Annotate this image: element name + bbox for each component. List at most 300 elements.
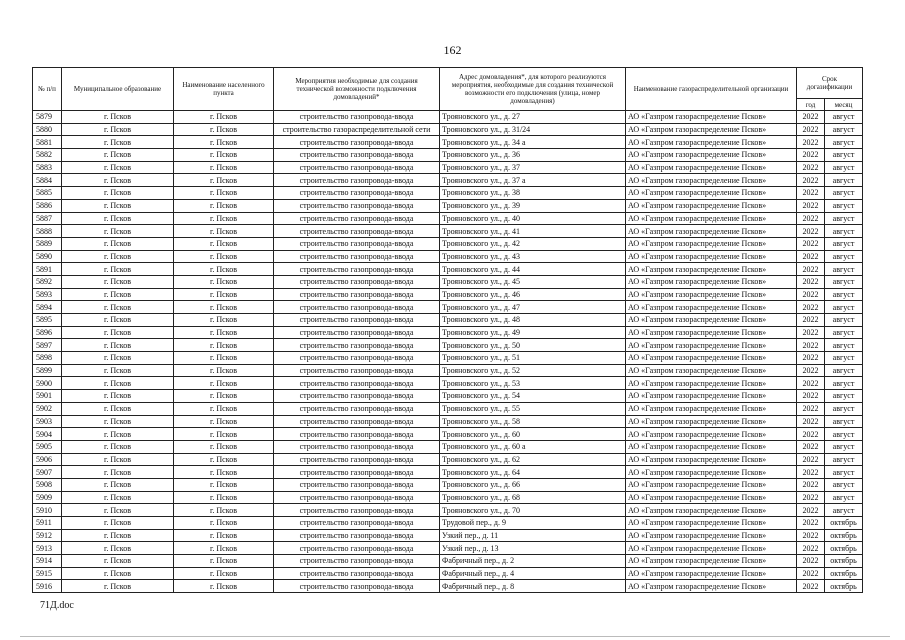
cell-year: 2022 [797, 250, 825, 263]
table-row [33, 428, 863, 441]
table-body [33, 111, 863, 593]
cell-settlement: г. Псков [174, 225, 274, 238]
cell-organization: АО «Газпром газораспределение Псков» [626, 580, 797, 593]
cell-settlement: г. Псков [174, 326, 274, 339]
table-row [33, 517, 863, 530]
cell-month: август [825, 466, 863, 479]
cell-year: 2022 [797, 326, 825, 339]
table-row [33, 136, 863, 149]
cell-municipality: г. Псков [62, 275, 174, 288]
cell-measure: строительство газопровода-ввода [274, 275, 440, 288]
cell-municipality: г. Псков [62, 453, 174, 466]
cell-organization: АО «Газпром газораспределение Псков» [626, 466, 797, 479]
col-header-measures: Мероприятия необходимые для создания технической возможности подключения домовладений* [274, 68, 440, 111]
cell-organization: АО «Газпром газораспределение Псков» [626, 314, 797, 327]
cell-settlement: г. Псков [174, 415, 274, 428]
cell-year: 2022 [797, 453, 825, 466]
cell-address: Трояновского ул., д. 68 [440, 491, 626, 504]
cell-settlement: г. Псков [174, 263, 274, 276]
cell-measure: строительство газопровода-ввода [274, 377, 440, 390]
cell-num: 5892 [33, 275, 62, 288]
cell-measure: строительство газопровода-ввода [274, 212, 440, 225]
cell-year: 2022 [797, 161, 825, 174]
cell-measure: строительство газопровода-ввода [274, 237, 440, 250]
cell-month: август [825, 212, 863, 225]
cell-measure: строительство газопровода-ввода [274, 580, 440, 593]
cell-measure: строительство газопровода-ввода [274, 161, 440, 174]
cell-measure: строительство газопровода-ввода [274, 136, 440, 149]
cell-address: Трояновского ул., д. 54 [440, 390, 626, 403]
cell-municipality: г. Псков [62, 237, 174, 250]
cell-measure: строительство газопровода-ввода [274, 187, 440, 200]
cell-municipality: г. Псков [62, 428, 174, 441]
table-row [33, 364, 863, 377]
cell-address: Трояновского ул., д. 49 [440, 326, 626, 339]
cell-municipality: г. Псков [62, 111, 174, 124]
cell-settlement: г. Псков [174, 453, 274, 466]
cell-year: 2022 [797, 377, 825, 390]
cell-address: Трояновского ул., д. 37 а [440, 174, 626, 187]
cell-year: 2022 [797, 517, 825, 530]
cell-measure: строительство газопровода-ввода [274, 111, 440, 124]
cell-num: 5913 [33, 542, 62, 555]
table-row [33, 542, 863, 555]
table-row [33, 225, 863, 238]
cell-settlement: г. Псков [174, 212, 274, 225]
cell-address: Трояновского ул., д. 70 [440, 504, 626, 517]
cell-month: август [825, 199, 863, 212]
cell-num: 5911 [33, 517, 62, 530]
cell-month: август [825, 149, 863, 162]
cell-address: Узкий пер., д. 13 [440, 542, 626, 555]
cell-organization: АО «Газпром газораспределение Псков» [626, 111, 797, 124]
cell-year: 2022 [797, 111, 825, 124]
cell-month: август [825, 415, 863, 428]
cell-organization: АО «Газпром газораспределение Псков» [626, 440, 797, 453]
cell-organization: АО «Газпром газораспределение Псков» [626, 212, 797, 225]
cell-organization: АО «Газпром газораспределение Псков» [626, 199, 797, 212]
cell-num: 5912 [33, 529, 62, 542]
cell-month: август [825, 123, 863, 136]
cell-month: август [825, 339, 863, 352]
cell-year: 2022 [797, 199, 825, 212]
cell-year: 2022 [797, 415, 825, 428]
col-header-deadline: Срок догазификации [797, 68, 863, 99]
cell-municipality: г. Псков [62, 555, 174, 568]
table-row [33, 339, 863, 352]
cell-month: август [825, 440, 863, 453]
cell-measure: строительство газопровода-ввода [274, 339, 440, 352]
cell-month: август [825, 288, 863, 301]
table-row [33, 275, 863, 288]
cell-num: 5885 [33, 187, 62, 200]
cell-municipality: г. Псков [62, 402, 174, 415]
cell-measure: строительство газопровода-ввода [274, 567, 440, 580]
cell-year: 2022 [797, 466, 825, 479]
cell-municipality: г. Псков [62, 580, 174, 593]
col-header-municipality: Муниципальное образование [62, 68, 174, 111]
cell-settlement: г. Псков [174, 440, 274, 453]
cell-month: октябрь [825, 555, 863, 568]
cell-address: Трояновского ул., д. 31/24 [440, 123, 626, 136]
cell-municipality: г. Псков [62, 326, 174, 339]
cell-year: 2022 [797, 314, 825, 327]
table-row [33, 440, 863, 453]
cell-month: август [825, 326, 863, 339]
cell-num: 5886 [33, 199, 62, 212]
table-row [33, 415, 863, 428]
cell-month: октябрь [825, 580, 863, 593]
cell-num: 5880 [33, 123, 62, 136]
cell-settlement: г. Псков [174, 161, 274, 174]
cell-organization: АО «Газпром газораспределение Псков» [626, 478, 797, 491]
cell-municipality: г. Псков [62, 390, 174, 403]
cell-measure: строительство газопровода-ввода [274, 149, 440, 162]
table-row [33, 453, 863, 466]
cell-settlement: г. Псков [174, 491, 274, 504]
cell-measure: строительство газопровода-ввода [274, 288, 440, 301]
cell-month: август [825, 453, 863, 466]
table-row [33, 478, 863, 491]
cell-organization: АО «Газпром газораспределение Псков» [626, 225, 797, 238]
cell-municipality: г. Псков [62, 301, 174, 314]
cell-municipality: г. Псков [62, 377, 174, 390]
cell-municipality: г. Псков [62, 504, 174, 517]
cell-organization: АО «Газпром газораспределение Псков» [626, 237, 797, 250]
cell-month: август [825, 491, 863, 504]
cell-address: Трояновского ул., д. 36 [440, 149, 626, 162]
cell-settlement: г. Псков [174, 529, 274, 542]
cell-month: август [825, 390, 863, 403]
cell-month: август [825, 250, 863, 263]
cell-month: август [825, 504, 863, 517]
cell-address: Трояновского ул., д. 43 [440, 250, 626, 263]
cell-settlement: г. Псков [174, 275, 274, 288]
cell-settlement: г. Псков [174, 149, 274, 162]
footer-filename: 71Д.doc [40, 600, 74, 611]
cell-year: 2022 [797, 491, 825, 504]
cell-month: август [825, 263, 863, 276]
cell-organization: АО «Газпром газораспределение Псков» [626, 187, 797, 200]
cell-address: Трояновского ул., д. 39 [440, 199, 626, 212]
col-header-organization: Наименование газораспределительной организации [626, 68, 797, 111]
cell-num: 5883 [33, 161, 62, 174]
cell-year: 2022 [797, 275, 825, 288]
table-row [33, 390, 863, 403]
cell-address: Трояновского ул., д. 48 [440, 314, 626, 327]
cell-organization: АО «Газпром газораспределение Псков» [626, 123, 797, 136]
cell-municipality: г. Псков [62, 225, 174, 238]
cell-address: Трояновского ул., д. 40 [440, 212, 626, 225]
cell-measure: строительство газопровода-ввода [274, 478, 440, 491]
cell-address: Трояновского ул., д. 37 [440, 161, 626, 174]
cell-num: 5890 [33, 250, 62, 263]
cell-measure: строительство газопровода-ввода [274, 542, 440, 555]
cell-num: 5908 [33, 478, 62, 491]
table-row [33, 123, 863, 136]
cell-num: 5879 [33, 111, 62, 124]
cell-address: Трояновского ул., д. 27 [440, 111, 626, 124]
cell-settlement: г. Псков [174, 250, 274, 263]
cell-measure: строительство газопровода-ввода [274, 440, 440, 453]
cell-municipality: г. Псков [62, 288, 174, 301]
cell-address: Трудовой пер., д. 9 [440, 517, 626, 530]
cell-month: август [825, 161, 863, 174]
cell-address: Трояновского ул., д. 45 [440, 275, 626, 288]
cell-month: август [825, 301, 863, 314]
cell-num: 5898 [33, 352, 62, 365]
cell-num: 5902 [33, 402, 62, 415]
cell-organization: АО «Газпром газораспределение Псков» [626, 402, 797, 415]
cell-municipality: г. Псков [62, 174, 174, 187]
cell-municipality: г. Псков [62, 567, 174, 580]
cell-year: 2022 [797, 542, 825, 555]
cell-organization: АО «Газпром газораспределение Псков» [626, 415, 797, 428]
cell-num: 5881 [33, 136, 62, 149]
cell-num: 5907 [33, 466, 62, 479]
cell-municipality: г. Псков [62, 314, 174, 327]
cell-municipality: г. Псков [62, 352, 174, 365]
cell-municipality: г. Псков [62, 250, 174, 263]
cell-measure: строительство газопровода-ввода [274, 428, 440, 441]
cell-measure: строительство газопровода-ввода [274, 504, 440, 517]
col-header-num: № п/п [33, 68, 62, 111]
table-row [33, 187, 863, 200]
cell-settlement: г. Псков [174, 478, 274, 491]
cell-municipality: г. Псков [62, 187, 174, 200]
table-row [33, 263, 863, 276]
cell-num: 5888 [33, 225, 62, 238]
cell-month: август [825, 352, 863, 365]
cell-month: август [825, 174, 863, 187]
cell-settlement: г. Псков [174, 174, 274, 187]
cell-address: Фабричный пер., д. 8 [440, 580, 626, 593]
cell-measure: строительство газопровода-ввода [274, 529, 440, 542]
cell-address: Фабричный пер., д. 2 [440, 555, 626, 568]
cell-address: Трояновского ул., д. 38 [440, 187, 626, 200]
cell-year: 2022 [797, 555, 825, 568]
cell-measure: строительство газопровода-ввода [274, 415, 440, 428]
cell-address: Трояновского ул., д. 58 [440, 415, 626, 428]
cell-month: август [825, 314, 863, 327]
cell-municipality: г. Псков [62, 491, 174, 504]
cell-year: 2022 [797, 212, 825, 225]
cell-num: 5915 [33, 567, 62, 580]
cell-measure: строительство газопровода-ввода [274, 263, 440, 276]
cell-year: 2022 [797, 288, 825, 301]
cell-settlement: г. Псков [174, 199, 274, 212]
cell-measure: строительство газопровода-ввода [274, 352, 440, 365]
cell-num: 5893 [33, 288, 62, 301]
cell-municipality: г. Псков [62, 466, 174, 479]
cell-settlement: г. Псков [174, 187, 274, 200]
cell-month: август [825, 364, 863, 377]
cell-num: 5903 [33, 415, 62, 428]
col-header-year: год [797, 99, 825, 111]
cell-month: октябрь [825, 529, 863, 542]
cell-municipality: г. Псков [62, 415, 174, 428]
cell-settlement: г. Псков [174, 136, 274, 149]
header-row [33, 68, 863, 99]
cell-settlement: г. Псков [174, 314, 274, 327]
cell-municipality: г. Псков [62, 339, 174, 352]
cell-municipality: г. Псков [62, 517, 174, 530]
cell-organization: АО «Газпром газораспределение Псков» [626, 517, 797, 530]
cell-organization: АО «Газпром газораспределение Псков» [626, 352, 797, 365]
cell-month: август [825, 136, 863, 149]
cell-measure: строительство газопровода-ввода [274, 517, 440, 530]
cell-month: октябрь [825, 542, 863, 555]
cell-measure: строительство газопровода-ввода [274, 174, 440, 187]
cell-measure: строительство газопровода-ввода [274, 364, 440, 377]
cell-num: 5900 [33, 377, 62, 390]
cell-num: 5906 [33, 453, 62, 466]
table-row [33, 250, 863, 263]
table-row [33, 529, 863, 542]
cell-measure: строительство газопровода-ввода [274, 314, 440, 327]
cell-municipality: г. Псков [62, 149, 174, 162]
cell-num: 5889 [33, 237, 62, 250]
cell-municipality: г. Псков [62, 440, 174, 453]
cell-settlement: г. Псков [174, 364, 274, 377]
cell-year: 2022 [797, 301, 825, 314]
cell-organization: АО «Газпром газораспределение Псков» [626, 339, 797, 352]
cell-organization: АО «Газпром газораспределение Псков» [626, 161, 797, 174]
cell-year: 2022 [797, 390, 825, 403]
table-row [33, 288, 863, 301]
cell-measure: строительство газопровода-ввода [274, 402, 440, 415]
cell-settlement: г. Псков [174, 301, 274, 314]
cell-address: Трояновского ул., д. 64 [440, 466, 626, 479]
cell-settlement: г. Псков [174, 466, 274, 479]
cell-year: 2022 [797, 174, 825, 187]
cell-organization: АО «Газпром газораспределение Псков» [626, 377, 797, 390]
cell-month: август [825, 478, 863, 491]
table-row [33, 580, 863, 593]
cell-year: 2022 [797, 402, 825, 415]
cell-year: 2022 [797, 237, 825, 250]
cell-municipality: г. Псков [62, 529, 174, 542]
cell-municipality: г. Псков [62, 199, 174, 212]
cell-year: 2022 [797, 187, 825, 200]
cell-address: Трояновского ул., д. 51 [440, 352, 626, 365]
cell-year: 2022 [797, 149, 825, 162]
table-row [33, 161, 863, 174]
cell-month: август [825, 275, 863, 288]
table-row [33, 555, 863, 568]
cell-settlement: г. Псков [174, 352, 274, 365]
cell-settlement: г. Псков [174, 123, 274, 136]
table-row [33, 326, 863, 339]
cell-settlement: г. Псков [174, 402, 274, 415]
scan-edge-line [20, 636, 890, 637]
cell-measure: строительство газопровода-ввода [274, 555, 440, 568]
cell-organization: АО «Газпром газораспределение Псков» [626, 288, 797, 301]
cell-organization: АО «Газпром газораспределение Псков» [626, 250, 797, 263]
cell-measure: строительство газораспределительной сети [274, 123, 440, 136]
cell-municipality: г. Псков [62, 136, 174, 149]
table-row [33, 212, 863, 225]
cell-month: октябрь [825, 567, 863, 580]
cell-settlement: г. Псков [174, 542, 274, 555]
cell-year: 2022 [797, 263, 825, 276]
cell-municipality: г. Псков [62, 263, 174, 276]
cell-measure: строительство газопровода-ввода [274, 250, 440, 263]
cell-address: Трояновского ул., д. 34 а [440, 136, 626, 149]
cell-year: 2022 [797, 529, 825, 542]
cell-address: Трояновского ул., д. 62 [440, 453, 626, 466]
cell-address: Трояновского ул., д. 44 [440, 263, 626, 276]
cell-num: 5904 [33, 428, 62, 441]
cell-year: 2022 [797, 504, 825, 517]
cell-organization: АО «Газпром газораспределение Псков» [626, 326, 797, 339]
cell-municipality: г. Псков [62, 123, 174, 136]
table-row [33, 314, 863, 327]
cell-settlement: г. Псков [174, 580, 274, 593]
cell-year: 2022 [797, 352, 825, 365]
cell-address: Трояновского ул., д. 47 [440, 301, 626, 314]
cell-organization: АО «Газпром газораспределение Псков» [626, 174, 797, 187]
cell-organization: АО «Газпром газораспределение Псков» [626, 542, 797, 555]
cell-municipality: г. Псков [62, 212, 174, 225]
cell-measure: строительство газопровода-ввода [274, 225, 440, 238]
cell-num: 5882 [33, 149, 62, 162]
cell-organization: АО «Газпром газораспределение Псков» [626, 301, 797, 314]
cell-measure: строительство газопровода-ввода [274, 491, 440, 504]
cell-year: 2022 [797, 440, 825, 453]
cell-num: 5914 [33, 555, 62, 568]
cell-settlement: г. Псков [174, 339, 274, 352]
cell-month: октябрь [825, 517, 863, 530]
table-row [33, 174, 863, 187]
cell-num: 5884 [33, 174, 62, 187]
cell-organization: АО «Газпром газораспределение Псков» [626, 491, 797, 504]
cell-settlement: г. Псков [174, 390, 274, 403]
cell-municipality: г. Псков [62, 478, 174, 491]
cell-measure: строительство газопровода-ввода [274, 199, 440, 212]
cell-organization: АО «Газпром газораспределение Псков» [626, 504, 797, 517]
cell-address: Трояновского ул., д. 52 [440, 364, 626, 377]
cell-municipality: г. Псков [62, 364, 174, 377]
cell-num: 5909 [33, 491, 62, 504]
cell-year: 2022 [797, 428, 825, 441]
cell-settlement: г. Псков [174, 428, 274, 441]
cell-month: август [825, 402, 863, 415]
cell-measure: строительство газопровода-ввода [274, 326, 440, 339]
cell-organization: АО «Газпром газораспределение Псков» [626, 567, 797, 580]
cell-num: 5897 [33, 339, 62, 352]
cell-address: Трояновского ул., д. 50 [440, 339, 626, 352]
table-row [33, 199, 863, 212]
cell-settlement: г. Псков [174, 555, 274, 568]
cell-address: Трояновского ул., д. 60 а [440, 440, 626, 453]
cell-year: 2022 [797, 567, 825, 580]
cell-address: Трояновского ул., д. 42 [440, 237, 626, 250]
col-header-address: Адрес домовладения*, для которого реализуются мероприятия, необходимые для создания технической возможности его подключения (улица, номер домовладения) [440, 68, 626, 111]
table-row [33, 402, 863, 415]
cell-address: Трояновского ул., д. 46 [440, 288, 626, 301]
page-number: 162 [443, 43, 462, 57]
cell-organization: АО «Газпром газораспределение Псков» [626, 555, 797, 568]
cell-month: август [825, 377, 863, 390]
cell-address: Трояновского ул., д. 60 [440, 428, 626, 441]
cell-address: Трояновского ул., д. 53 [440, 377, 626, 390]
cell-measure: строительство газопровода-ввода [274, 466, 440, 479]
cell-organization: АО «Газпром газораспределение Псков» [626, 275, 797, 288]
cell-organization: АО «Газпром газораспределение Псков» [626, 364, 797, 377]
cell-num: 5896 [33, 326, 62, 339]
cell-month: август [825, 225, 863, 238]
